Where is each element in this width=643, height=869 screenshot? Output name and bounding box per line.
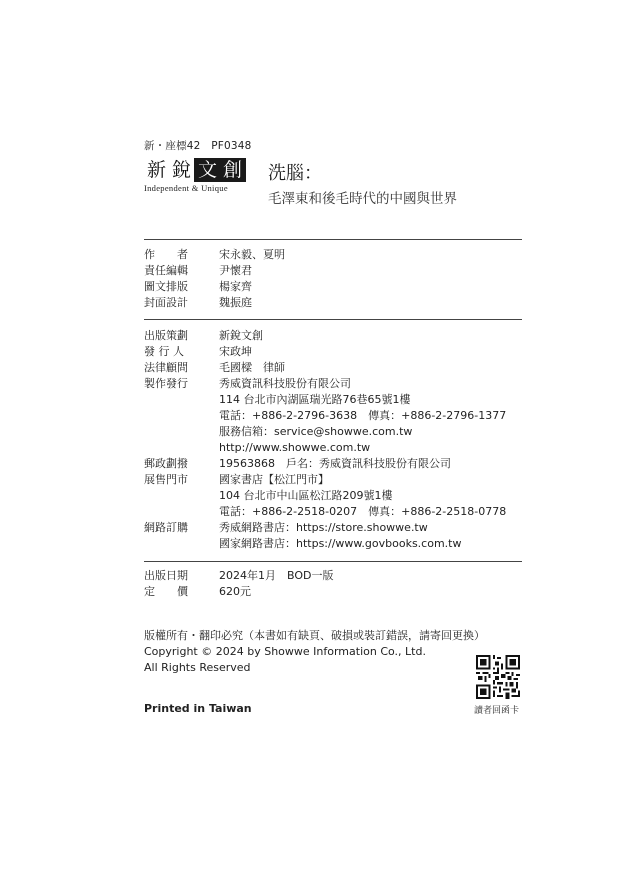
publisher-info-row — [144, 376, 524, 392]
divider-3 — [144, 561, 522, 562]
publisher-info-label — [144, 536, 219, 552]
credit-row — [144, 295, 524, 311]
publisher-info-label: 出版策劃 — [144, 329, 188, 342]
book-subtitle: 毛澤東和後毛時代的中國與世界 — [268, 191, 457, 207]
credit-value: 宋永毅、夏明 — [219, 248, 285, 261]
publisher-logo — [144, 158, 246, 182]
publisher-info-label: 郵政劃撥 — [144, 457, 188, 470]
publisher-info-value: 秀威網路書店：https://store.showwe.tw — [219, 521, 428, 534]
credit-value: 魏振庭 — [219, 296, 252, 309]
publisher-info-label: 發 行 人 — [144, 345, 184, 358]
edition-info-row — [144, 568, 524, 584]
publisher-info-row — [144, 408, 524, 424]
publisher-info-label: 法律顧問 — [144, 361, 188, 374]
edition-list — [144, 568, 524, 600]
publisher-info-row — [144, 392, 524, 408]
credit-row — [144, 279, 524, 295]
publisher-info-value: 電話：+886-2-2518-0207 傳真：+886-2-2518-0778 — [219, 505, 507, 518]
edition-info-value: 2024年1月 BOD一版 — [219, 569, 334, 582]
publisher-info-value: http://www.showwe.com.tw — [219, 441, 371, 454]
publisher-info-label — [144, 504, 219, 520]
publisher-info-value: 服務信箱：service@showwe.com.tw — [219, 425, 413, 438]
publisher-info-label — [144, 408, 219, 424]
publisher-info-row — [144, 472, 524, 488]
publisher-info-row — [144, 520, 524, 536]
logo-subtitle: Independent & Unique — [144, 183, 228, 193]
publisher-info-row — [144, 504, 524, 520]
edition-info-row — [144, 584, 524, 600]
rights-block — [144, 628, 485, 676]
credit-label: 圖文排版 — [144, 280, 188, 293]
publisher-info-value: 104 台北市中山區松江路209號1樓 — [219, 489, 393, 502]
publisher-info-row — [144, 456, 524, 472]
credit-label: 作 者 — [144, 248, 188, 261]
rights-line-1: 版權所有・翻印必究（本書如有缺頁、破損或裝訂錯誤，請寄回更換） — [144, 629, 485, 642]
divider-1 — [144, 239, 522, 240]
publisher-info-row — [144, 344, 524, 360]
edition-info-label: 定 價 — [144, 585, 188, 598]
credit-value: 楊家齊 — [219, 280, 252, 293]
publisher-info-value: 19563868 戶名：秀威資訊科技股份有限公司 — [219, 457, 451, 470]
divider-2 — [144, 319, 522, 320]
publisher-info-label: 製作發行 — [144, 377, 188, 390]
publisher-info-label — [144, 424, 219, 440]
book-title: 洗腦： — [268, 163, 322, 184]
publisher-info-label — [144, 488, 219, 504]
credit-row — [144, 263, 524, 279]
publisher-info-row — [144, 360, 524, 376]
publisher-list — [144, 328, 524, 552]
credit-value: 尹懷君 — [219, 264, 252, 277]
credit-row — [144, 247, 524, 263]
publisher-info-value: 114 台北市內湖區瑞光路76巷65號1樓 — [219, 393, 411, 406]
credit-label: 封面設計 — [144, 296, 188, 309]
publisher-info-label: 展售門市 — [144, 473, 188, 486]
publisher-info-row — [144, 328, 524, 344]
publisher-info-row — [144, 440, 524, 456]
logo-part-1: 新 銳 — [146, 159, 192, 181]
qr-code-label: 讀者回函卡 — [474, 706, 520, 716]
rights-line-2: Copyright © 2024 by Showwe Information Co., Ltd. — [144, 645, 426, 658]
edition-info-value: 620元 — [219, 585, 251, 598]
publisher-info-row — [144, 488, 524, 504]
publisher-info-value: 毛國樑 律師 — [219, 361, 285, 374]
credits-list — [144, 247, 524, 311]
publisher-info-row — [144, 536, 524, 552]
publisher-info-value: 國家書店【松江門市】 — [219, 473, 329, 486]
publisher-info-label — [144, 392, 219, 408]
edition-info-label: 出版日期 — [144, 569, 188, 582]
publisher-info-value: 宋政坤 — [219, 345, 252, 358]
publisher-info-value: 國家網路書店：https://www.govbooks.com.tw — [219, 537, 462, 550]
publisher-info-value: 新銳文創 — [219, 329, 263, 342]
rights-line-3: All Rights Reserved — [144, 661, 251, 674]
publisher-info-label: 網路訂購 — [144, 521, 188, 534]
publisher-info-label — [144, 440, 219, 456]
publisher-info-value: 電話：+886-2-2796-3638 傳真：+886-2-2796-1377 — [219, 409, 507, 422]
qr-code-icon — [476, 655, 520, 699]
series-code: 新・座標42 PF0348 — [144, 140, 252, 152]
credit-label: 責任編輯 — [144, 264, 188, 277]
publisher-info-row — [144, 424, 524, 440]
publisher-info-value: 秀威資訊科技股份有限公司 — [219, 377, 351, 390]
printed-in: Printed in Taiwan — [144, 702, 252, 715]
logo-part-2: 文 創 — [194, 158, 246, 182]
